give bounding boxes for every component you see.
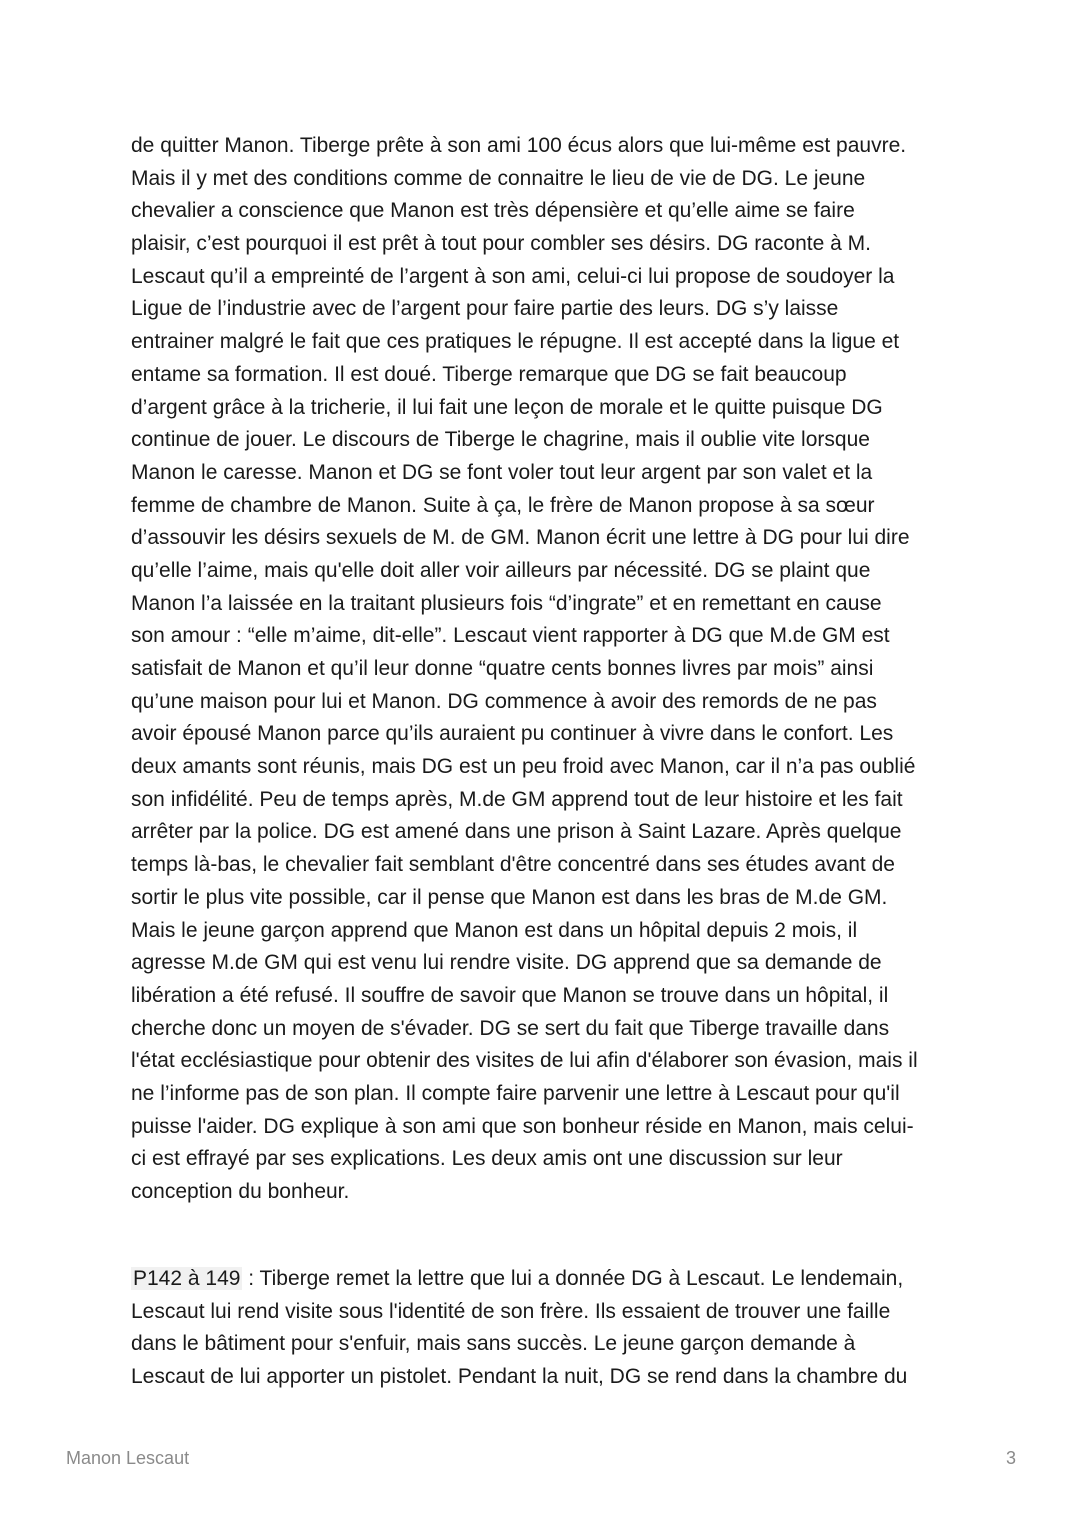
text-line: avoir épousé Manon parce qu’ils auraient pu continuer à vivre dans le confort. Les [131, 722, 894, 746]
text-line: son amour : “elle m’aime, dit-elle”. Lescaut vient rapporter à DG que M.de GM est [131, 624, 890, 648]
text-line [131, 1263, 961, 1296]
text-line: sortir le plus vite possible, car il pense que Manon est dans les bras de M.de GM. [131, 885, 888, 909]
text-line: Lescaut lui rend visite sous l'identité de son frère. Ils essaient de trouver une faille [131, 1299, 891, 1323]
text-line: conception du bonheur. [131, 1180, 350, 1203]
text-line: Mais il y met des conditions comme de connaitre le lieu de vie de DG. Le jeune [131, 166, 866, 190]
text-line: arrêter par la police. DG est amené dans une prison à Saint Lazare. Après quelque [131, 820, 902, 844]
text-line: qu’elle l’aime, mais qu'elle doit aller voir ailleurs par nécessité. DG se plaint que [131, 558, 871, 582]
text-line: Lescaut qu’il a empreinté de l’argent à son ami, celui-ci lui propose de soudoyer la [131, 264, 895, 288]
footer-page-number: 3 [1005, 1448, 1016, 1468]
text-line: temps là-bas, le chevalier fait semblant d'être concentré dans ses études avant de [131, 853, 895, 877]
text-line: chevalier a conscience que Manon est très dépensière et qu’elle aime se faire [131, 199, 855, 223]
text-line: dans le bâtiment pour s'enfuir, mais sans succès. Le jeune garçon demande à [131, 1332, 856, 1356]
text-line: qu’une maison pour lui et Manon. DG commence à avoir des remords de ne pas [131, 689, 877, 713]
text-line: Manon le caresse. Manon et DG se font voler tout leur argent par son valet et la [131, 460, 873, 484]
text-line: cherche donc un moyen de s'évader. DG se sert du fait que Tiberge travaille dans [131, 1016, 890, 1040]
text-line: l'état ecclésiastique pour obtenir des visites de lui afin d'élaborer son évasion, mais il [131, 1049, 918, 1073]
text-line: continue de jouer. Le discours de Tiberge le chagrine, mais il oublie vite lorsque [131, 428, 870, 452]
text-line: puisse l'aider. DG explique à son ami que son bonheur réside en Manon, mais celui- [131, 1114, 914, 1138]
text-line: d’assouvir les désirs sexuels de M. de GM. Manon écrit une lettre à DG pour lui dire [131, 526, 910, 550]
text-line: femme de chambre de Manon. Suite à ça, le frère de Manon propose à sa sœur [131, 493, 875, 517]
text-line: deux amants sont réunis, mais DG est un peu froid avec Manon, car il n’a pas oublié [131, 755, 916, 779]
text-line: d’argent grâce à la tricherie, il lui fait une leçon de morale et le quitte puisque DG [131, 395, 883, 419]
text-line: de quitter Manon. Tiberge prête à son ami 100 écus alors que lui-même est pauvre. [131, 134, 907, 157]
text-line: satisfait de Manon et qu’il leur donne “quatre cents bonnes livres par mois” ainsi [131, 657, 874, 680]
text-line: Mais le jeune garçon apprend que Manon est dans un hôpital depuis 2 mois, il [131, 918, 858, 942]
text-fragment: : Tiberge remet la lettre que lui a donnée DG à Lescaut. Le lendemain, [242, 1267, 904, 1290]
text-line: son infidélité. Peu de temps après, M.de GM apprend tout de leur histoire et les fait [131, 787, 903, 811]
text-line: entrainer malgré le fait que ces pratiques le répugne. Il est accepté dans la ligue et [131, 330, 900, 354]
footer-document-title: Manon Lescaut [66, 1448, 190, 1468]
text-line: Manon l’a laissée en la traitant plusieurs fois “d’ingrate” et en remettant en cause [131, 591, 882, 615]
text-line: ne l’informe pas de son plan. Il compte faire parvenir une lettre à Lescaut pour qu'il [131, 1081, 900, 1105]
section-paragraph [131, 1263, 961, 1394]
text-line: entame sa formation. Il est doué. Tiberge remarque que DG se fait beaucoup [131, 362, 847, 386]
text-line: ci est effrayé par ses explications. Les deux amis ont une discussion sur leur [131, 1147, 843, 1171]
text-line: Ligue de l’industrie avec de l’argent pour faire partie des leurs. DG s’y laisse [131, 297, 839, 321]
text-line: agresse M.de GM qui est venu lui rendre visite. DG apprend que sa demande de [131, 951, 882, 975]
text-line: plaisir, c’est pourquoi il est prêt à tout pour combler ses désirs. DG raconte à M. [131, 232, 871, 256]
text-line: Lescaut de lui apporter un pistolet. Pendant la nuit, DG se rend dans la chambre du [131, 1365, 908, 1389]
summary-paragraph [131, 130, 961, 1209]
page-reference: P142 à 149 [133, 1267, 241, 1290]
text-line: libération a été refusé. Il souffre de savoir que Manon se trouve dans un hôpital, il [131, 983, 889, 1007]
